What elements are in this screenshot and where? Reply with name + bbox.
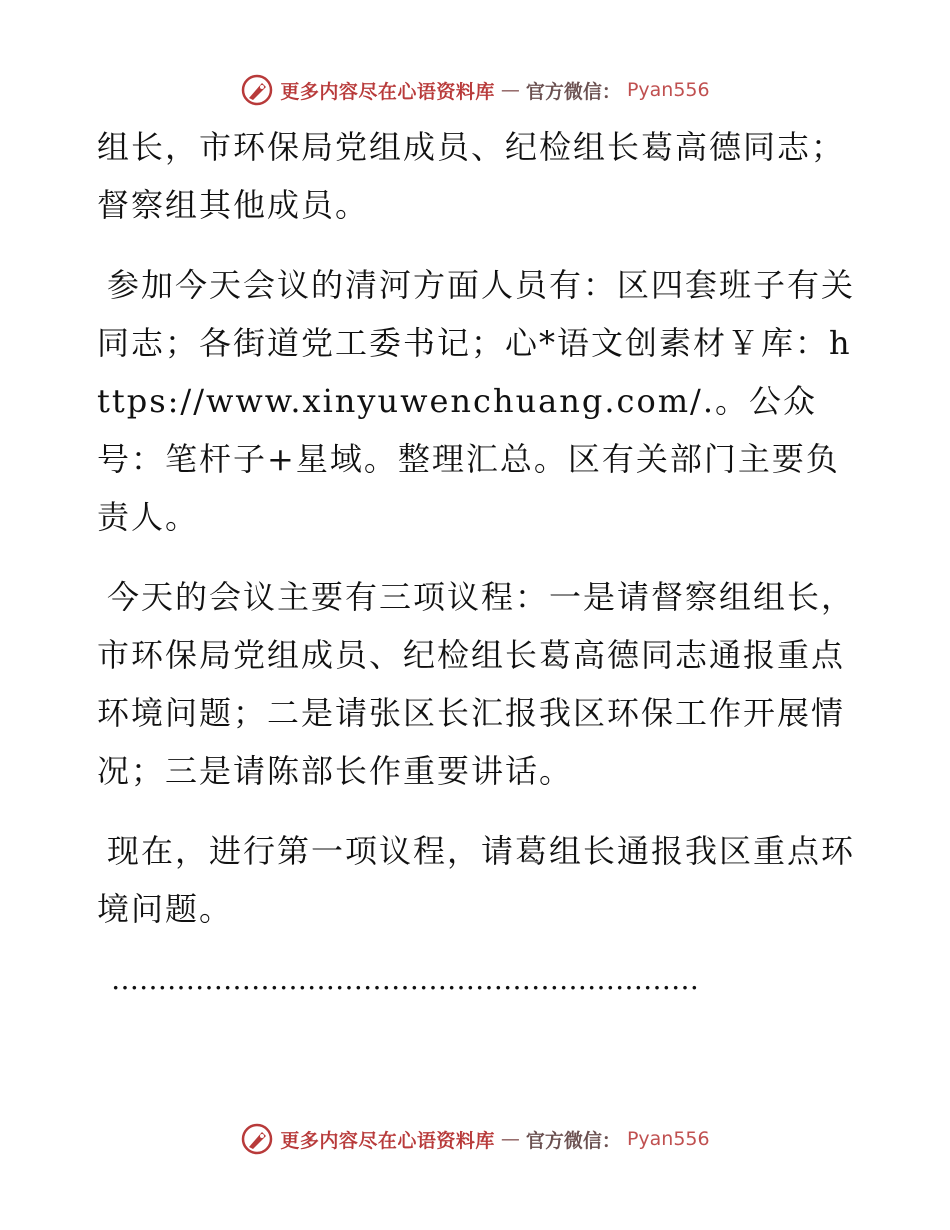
header-watermark bbox=[0, 70, 950, 110]
watermark-wechat-id: Pyan556 bbox=[626, 1128, 710, 1150]
watermark-main-text: 更多内容尽在心语资料库 bbox=[280, 80, 495, 103]
paragraph-2: 参加今天会议的清河方面人员有：区四套班子有关同志；各街道党工委书记；心*语文创素材￥库：https://www.xinyuwenchuang.com/.。公众号：笔杆子+星域。整理汇总。区有关部门主要负责人。 bbox=[97, 266, 856, 536]
watermark-separator: — bbox=[500, 1128, 520, 1150]
watermark-main-text: 更多内容尽在心语资料库 bbox=[280, 1129, 495, 1152]
pen-nib-icon bbox=[240, 1122, 274, 1156]
ellipsis-line: ……………………………………………………… bbox=[111, 963, 699, 996]
document-body bbox=[97, 118, 857, 1000]
footer-watermark bbox=[0, 1119, 950, 1159]
paragraph-4: 现在，进行第一项议程，请葛组长通报我区重点环境问题。 bbox=[97, 832, 856, 928]
pen-nib-icon bbox=[240, 73, 274, 107]
watermark-official-label: 官方微信： bbox=[525, 1129, 621, 1152]
watermark-wechat-id: Pyan556 bbox=[626, 79, 710, 101]
paragraph-3: 今天的会议主要有三项议程：一是请督察组组长，市环保局党组成员、纪检组长葛高德同志通报重点环境问题；二是请张区长汇报我区环保工作开展情况；三是请陈部长作重要讲话。 bbox=[97, 578, 856, 790]
watermark-official-label: 官方微信： bbox=[525, 80, 621, 103]
paragraph-1: 组长，市环保局党组成员、纪检组长葛高德同志；督察组其他成员。 bbox=[97, 128, 846, 224]
watermark-separator: — bbox=[500, 79, 520, 101]
